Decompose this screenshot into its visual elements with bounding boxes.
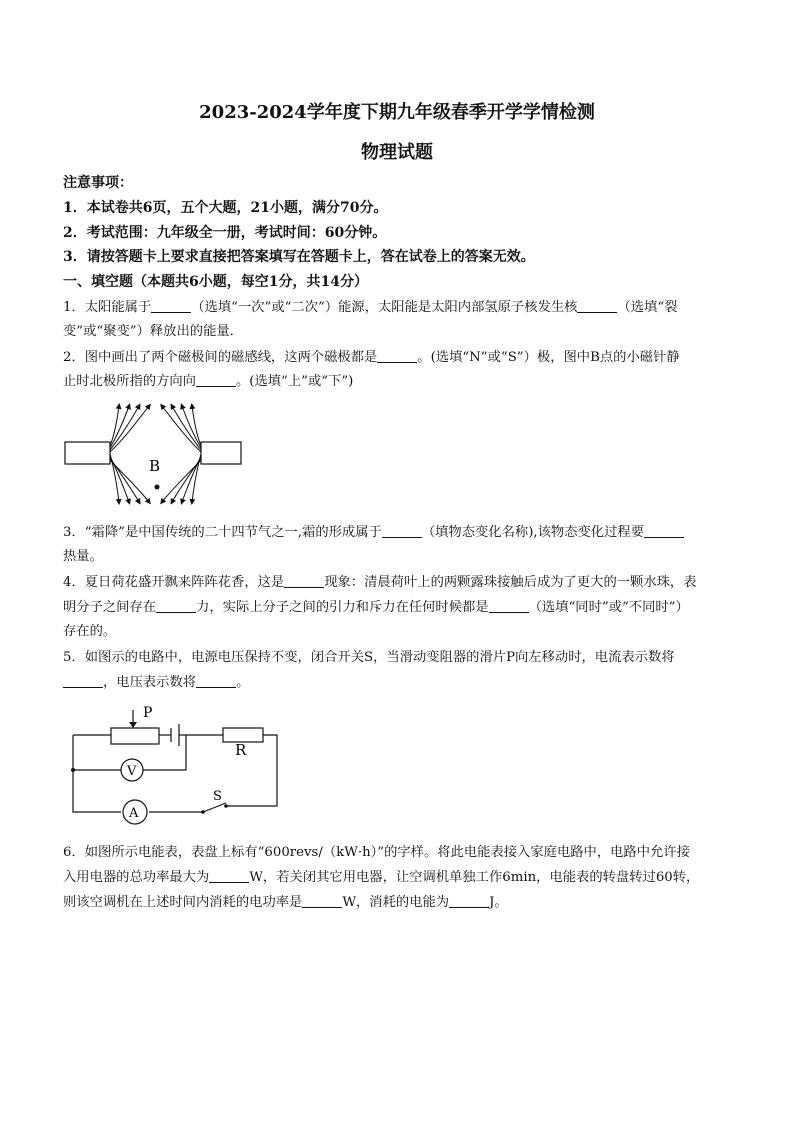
question-4-line-2: 明分子之间存在 力，实际上分子之间的引力和斥力在任何时候都是 （选填“同时”或“不同时”） [63,600,689,615]
circuit-figure [63,700,288,830]
resistor-label: R [235,741,247,759]
left-magnet [65,442,110,464]
question-4-line-1: 4．夏日荷花盛开飘来阵阵花香，这是 现象：清晨荷叶上的两颗露珠接触后成为了更大的一颗水珠，表 [63,575,697,590]
notice-item-1: 1．本试卷共6页，五个大题，21小题，满分70分。 [63,200,388,216]
answer-blank [284,573,324,588]
question-3-line-1: 3．“霜降”是中国传统的二十四节气之一,霜的形成属于 （填物态变化名称),该物态变化过程要 [63,522,735,544]
switch-label: S [213,789,222,804]
answer-blank [196,372,236,387]
ammeter-label: A [129,806,139,821]
question-6-line-3: 则该空调机在上述时间内消耗的电功率是 W，消耗的电能为 J。 [63,895,508,910]
magnetic-field-figure [63,398,243,510]
question-5-line-1: 5．如图示的电路中，电源电压保持不变，闭合开关S，当滑动变阻器的滑片P向左移动时，电流表示数将 [63,650,675,665]
answer-blank [377,348,417,363]
section-1-heading: 一、填空题（本题共6小题，每空1分，共14分） [63,274,368,290]
answer-blank [196,673,236,688]
question-5-line-2: ，电压表示数将 。 [63,672,735,694]
question-4-line-3: 存在的。 [63,624,117,639]
point-b-dot [155,485,160,490]
answer-blank [382,523,422,538]
question-3-line-2: 热量。 [63,549,103,564]
question-2-line-1: 2．图中画出了两个磁极间的磁感线，这两个磁极都是 。(选填“N”或“S”）极，图中B点的小磁针静 [63,350,680,365]
question-6-line-2: 入用电器的总功率最大为 W，若关闭其它用电器，让空调机单独工作6min，电能表的转盘转过60转， [63,870,700,885]
wire [226,735,277,806]
right-magnet [201,442,241,464]
exam-title: 2023-2024学年度下期九年级春季开学学情检测 [199,102,595,123]
question-2-line-2: 止时北极所指的方向向 。(选填“上”或“下”) [63,374,354,389]
question-1-line-2: 变”或“聚变”）释放出的能量． [63,324,243,339]
switch-contact [201,810,205,814]
exam-subtitle: 物理试题 [361,142,433,163]
switch-lever [203,803,226,812]
answer-blank [577,298,617,313]
answer-blank [156,598,196,613]
switch-contact [224,804,228,808]
answer-blank [151,298,191,313]
voltmeter-label: V [127,764,137,779]
point-b-label: B [149,457,161,475]
answer-blank [302,893,342,908]
junction-dot [71,768,75,772]
notice-item-3: 3．请按答题卡上要求直接把答案填写在答题卡上，答在试卷上的答案无效。 [63,249,535,265]
question-1-line-1: 1．太阳能属于 （选填“一次”或“二次”）能源，太阳能是太阳内部氢原子核发生核 （选填“裂 [63,300,678,315]
answer-blank [449,893,489,908]
notice-heading: 注意事项： [63,175,133,191]
rheostat [111,728,159,744]
question-6-line-1: 6．如图所示电能表，表盘上标有“600revs/（kW·h）”的字样。将此电能表接入家庭电路中，电路中允许接 [63,845,690,860]
slider-arrow [129,722,137,728]
notice-item-2: 2．考试范围：九年级全一册，考试时间：60分钟。 [63,225,387,241]
wire [73,735,121,812]
answer-blank [644,523,684,538]
answer-blank [209,868,249,883]
resistor [223,728,263,742]
answer-blank [489,598,529,613]
slider-label: P [143,705,153,721]
answer-blank [63,673,103,688]
